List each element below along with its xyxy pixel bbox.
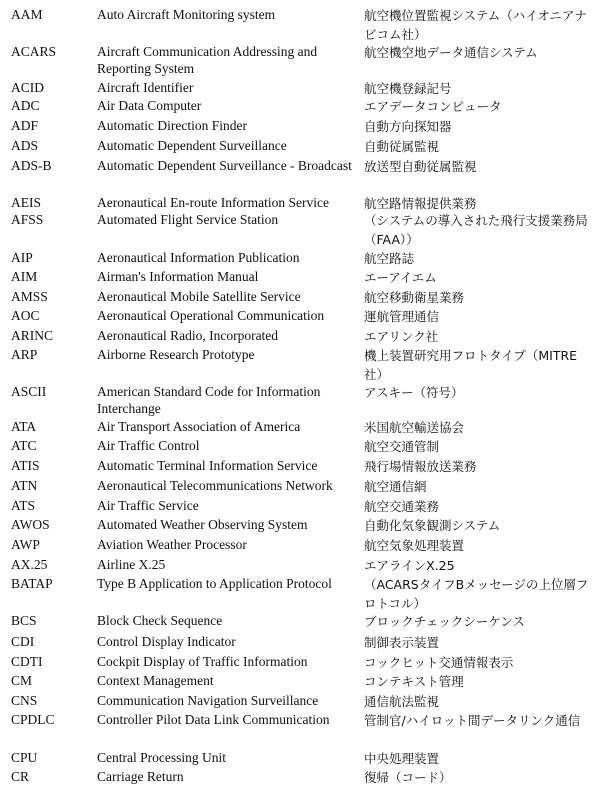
japanese-term: 機上装置研究用フロトタイプ（MITRE社） <box>364 348 578 382</box>
abbreviation: ADS <box>11 138 39 153</box>
japanese-term: コックヒット交通情報表示 <box>364 655 514 670</box>
abbreviation: ATIS <box>11 458 40 473</box>
english-term: Controller Pilot Data Link Communication <box>97 712 330 727</box>
japanese-term: 自動方向探知器 <box>364 119 452 134</box>
english-term: Airline X.25 <box>97 557 166 572</box>
japanese-term: 放送型自動従属監視 <box>364 159 477 174</box>
japanese-term: 自動従属監視 <box>364 139 440 154</box>
english-term: Block Check Sequence <box>97 613 223 628</box>
abbreviation: ADF <box>11 118 39 133</box>
english-term: Air Data Computer <box>97 98 202 113</box>
english-term: Communication Navigation Surveillance <box>97 693 319 708</box>
abbreviation: AIM <box>11 269 38 284</box>
japanese-term: ブロックチェックシーケンス <box>364 614 525 629</box>
english-term: Automated Weather Observing System <box>97 517 308 532</box>
english-term: Aeronautical En-route Information Service <box>97 195 330 210</box>
japanese-term: コンテキスト管理 <box>364 674 464 689</box>
abbreviation: ARP <box>11 347 38 362</box>
japanese-term: 飛行場情報放送業務 <box>364 459 477 474</box>
english-term: Carriage Return <box>97 769 184 784</box>
japanese-term: 航空機登録記号 <box>364 81 452 96</box>
japanese-term: 運航管理通信 <box>364 309 440 324</box>
abbreviation: AFSS <box>11 212 44 227</box>
abbreviation: AEIS <box>11 195 41 210</box>
japanese-term: 航空路情報提供業務 <box>364 196 477 211</box>
abbreviation: ADC <box>11 98 40 113</box>
japanese-term: （システムの導入された飛行支援業務局（FAA）） <box>364 213 588 247</box>
english-term: Cockpit Display of Traffic Information <box>97 654 308 669</box>
english-term: Control Display Indicator <box>97 634 236 649</box>
english-term: Context Management <box>97 673 214 688</box>
japanese-term: 航空通信網 <box>364 479 427 494</box>
abbreviation: CR <box>11 769 30 784</box>
english-term: Automatic Direction Finder <box>97 118 247 133</box>
english-term: Aeronautical Telecommunications Network <box>97 478 333 493</box>
japanese-term: 自動化気象観測システム <box>364 518 501 533</box>
abbreviation: CPDLC <box>11 712 55 727</box>
japanese-term: エーアイエム <box>364 270 437 285</box>
abbreviation: CNS <box>11 693 38 708</box>
abbreviation: AAM <box>11 7 43 22</box>
abbreviation: CDTI <box>11 654 43 669</box>
english-term: Aeronautical Mobile Satellite Service <box>97 289 301 304</box>
japanese-term: 航空交通業務 <box>364 499 440 514</box>
japanese-term: 航空移動衛星業務 <box>364 290 465 305</box>
japanese-term: エアリンク社 <box>364 329 439 344</box>
abbreviation: ARINC <box>11 328 54 343</box>
japanese-term: エアラインX.25 <box>364 558 455 573</box>
japanese-term: アスキー（符号） <box>364 385 464 400</box>
japanese-term: 米国航空輸送協会 <box>364 420 465 435</box>
abbreviation: ATA <box>11 419 37 434</box>
english-term: Aircraft Identifier <box>97 80 194 95</box>
english-term: Aviation Weather Processor <box>97 537 247 552</box>
abbreviation: ACARS <box>11 44 57 59</box>
abbreviation: AWP <box>11 537 40 552</box>
japanese-term: 航空機位置監視システム（ハイオニアナビコム社） <box>364 8 587 42</box>
japanese-term: エアデータコンピュータ <box>364 99 502 114</box>
english-term: Aircraft Communication Addressing and Reporting System <box>97 44 318 76</box>
english-term: Air Transport Association of America <box>97 419 301 434</box>
english-term: Automatic Dependent Surveillance - Broadcast <box>97 158 352 173</box>
abbreviation: CM <box>11 673 33 688</box>
japanese-term: 中央処理装置 <box>364 751 440 766</box>
abbreviation: ASCII <box>11 384 47 399</box>
english-term: Aeronautical Information Publication <box>97 250 300 265</box>
abbreviation: CDI <box>11 634 35 649</box>
japanese-term: 管制官/ハイロット間データリンク通信 <box>364 713 581 728</box>
japanese-term: 通信航法監視 <box>364 694 440 709</box>
abbreviation: BATAP <box>11 576 53 591</box>
abbreviation: AMSS <box>11 289 48 304</box>
abbreviation: AOC <box>11 308 40 323</box>
abbreviation: ADS-B <box>11 158 52 173</box>
abbreviation: AX.25 <box>11 557 48 572</box>
english-term: Aeronautical Radio, Incorporated <box>97 328 279 343</box>
abbreviation: ATC <box>11 438 37 453</box>
english-term: Airborne Research Prototype <box>97 347 255 362</box>
abbreviation: ATS <box>11 498 36 513</box>
english-term: American Standard Code for Information Interchange <box>97 384 321 416</box>
abbreviation: ACID <box>11 80 44 95</box>
abbreviation: AIP <box>11 250 33 265</box>
english-term: Automatic Dependent Surveillance <box>97 138 287 153</box>
japanese-term: 航空路誌 <box>364 251 415 266</box>
japanese-term: 航空交通管制 <box>364 439 440 454</box>
japanese-term: 復帰（コード） <box>364 770 452 785</box>
english-term: Air Traffic Control <box>97 438 200 453</box>
abbreviation: AWOS <box>11 517 50 532</box>
english-term: Central Processing Unit <box>97 750 226 765</box>
abbreviation: CPU <box>11 750 38 765</box>
abbreviation: BCS <box>11 613 37 628</box>
english-term: Type B Application to Application Protocol <box>97 576 332 591</box>
japanese-term: 航空機空地データ通信システム <box>364 45 538 60</box>
abbreviation: ATN <box>11 478 38 493</box>
english-term: Air Traffic Service <box>97 498 199 513</box>
english-term: Automated Flight Service Station <box>97 212 279 227</box>
japanese-term: （ACARSタイフBメッセージの上位層フロトコル） <box>364 577 589 611</box>
japanese-term: 制御表示装置 <box>364 635 440 650</box>
english-term: Automatic Terminal Information Service <box>97 458 318 473</box>
english-term: Airman's Information Manual <box>97 269 259 284</box>
japanese-term: 航空気象処理装置 <box>364 538 465 553</box>
english-term: Aeronautical Operational Communication <box>97 308 325 323</box>
english-term: Auto Aircraft Monitoring system <box>97 7 276 22</box>
